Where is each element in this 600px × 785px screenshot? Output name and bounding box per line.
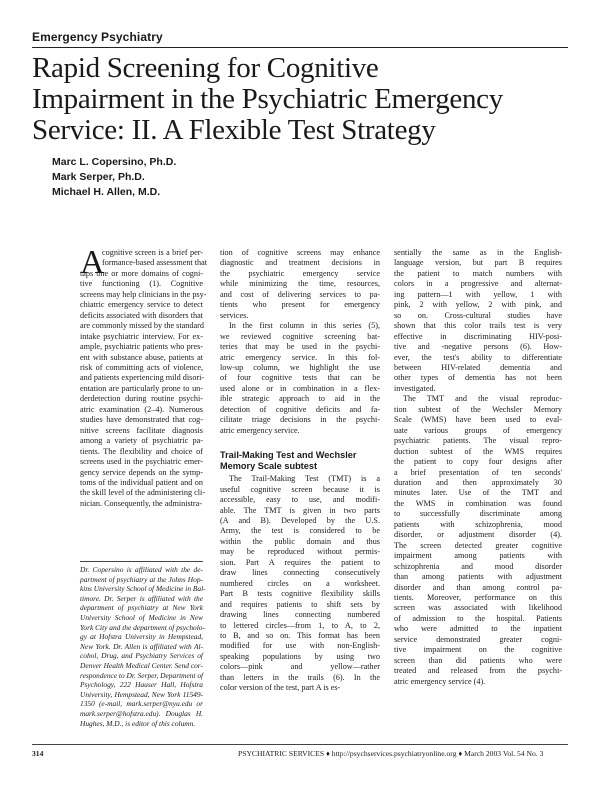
text-line: teries that may be used in the psychi- xyxy=(220,342,380,352)
column-1-body xyxy=(80,244,208,509)
text-line: among a variety of psychiatric pa- xyxy=(80,436,203,446)
text-line: risk of committing acts of violence, xyxy=(80,362,203,372)
text-line: ample, psychiatric patients who pres- xyxy=(80,342,203,352)
paragraph xyxy=(220,321,380,436)
text-line: cohol, Drug, and Psychiatry Services of xyxy=(80,651,203,661)
text-line: department of psychiatry at New York xyxy=(80,603,203,613)
text-line: ent with substance abuse, patients at xyxy=(80,352,203,362)
text-line: partment of psychiatry at the Johns Hop- xyxy=(80,574,203,584)
text-line: tive impairment on the cognitive xyxy=(394,645,562,655)
text-line: tients who present for emergency xyxy=(220,300,380,310)
text-line: within the public domain and thus xyxy=(220,536,380,546)
text-line: between HIV-related dementia and xyxy=(394,362,562,372)
column-3-body xyxy=(394,248,562,687)
text-line: duction subtest of the WMS requires xyxy=(394,446,562,456)
text-line: studies have demonstrated that cog- xyxy=(80,415,203,425)
text-line: we reviewed cognitive screening bat- xyxy=(220,331,380,341)
text-line: useful cognitive screen because it is xyxy=(220,484,380,494)
text-line: the psychiatric emergency service xyxy=(220,268,380,278)
text-line: service demonstrated greater cogni- xyxy=(394,634,562,644)
text-line: Part B tests cognitive flexibility skills xyxy=(220,589,380,599)
header-rule xyxy=(32,47,568,48)
text-line: respondence to Dr. Serper, Department of xyxy=(80,670,204,680)
subsection-heading xyxy=(220,450,380,472)
text-line: other types of dementia has not been xyxy=(394,373,562,383)
author-name: Michael H. Allen, M.D. xyxy=(52,186,161,198)
text-line: a brief presentation of ten seconds' xyxy=(394,467,562,477)
text-line: investigated. xyxy=(394,383,436,393)
text-line: atric emergency service (4). xyxy=(394,676,486,686)
text-line: gency service depends on the symp- xyxy=(80,467,203,477)
text-line: atric examination (2–4). Numerous xyxy=(80,404,203,414)
text-line: the patient to match numbers with xyxy=(394,268,562,278)
text-line: Scale (WMS) have been used to eval- xyxy=(394,415,562,425)
text-line: ing pattern—1 with yellow, 1 with xyxy=(394,289,562,299)
text-line: ever, the test's ability to differentiate xyxy=(394,352,562,362)
drop-cap: A xyxy=(80,244,105,281)
text-line: to lettered circles—from 1, to A, to 2, xyxy=(220,620,380,630)
text-line: University, Hempstead, New York 11549- xyxy=(80,689,203,699)
text-line: minutes later. Use of the TMT and xyxy=(394,488,562,498)
text-line: detection of cognitive deficits and fa- xyxy=(220,404,380,414)
text-line: tients. Moreover, performance on this xyxy=(394,592,562,602)
text-line: language version, but part B requires xyxy=(394,258,562,268)
journal-citation: PSYCHIATRIC SERVICES ♦ http://psychservices.psychiatryonline.org ♦ March 2003 Vol. 54 No. 3 xyxy=(238,749,544,758)
page-footer xyxy=(32,749,568,759)
text-line: services. xyxy=(220,310,249,320)
title-line: Rapid Screening for Cognitive xyxy=(32,52,379,84)
text-line: the patient to copy four designs after xyxy=(394,457,562,467)
text-line: patients with schizophrenia, mood xyxy=(394,519,562,529)
text-line: sion. Part A requires the patient to xyxy=(220,557,380,567)
text-line: cognitive screen is a brief per- xyxy=(102,248,203,257)
text-line: the skill level of the administering cli- xyxy=(80,488,206,498)
text-line: nician. Consequently, the administra- xyxy=(80,498,203,508)
text-line: screen was associated with likelihood xyxy=(394,603,562,613)
text-line: tients. The flexibility and choice of xyxy=(80,446,203,456)
text-line: Psychology, 222 Hauser Hall, Hofstra xyxy=(80,680,203,690)
text-line: and patients experiencing mild disori- xyxy=(80,373,205,383)
text-line: sentially the same as in the English- xyxy=(394,248,562,257)
text-line: tive functioning (1). Cognitive xyxy=(80,279,203,289)
text-line: uate various groups of emergency xyxy=(394,425,562,435)
paragraph xyxy=(220,474,380,694)
text-line: deficits associated with disorders that xyxy=(80,310,203,320)
text-line: formance-based assessment that xyxy=(102,258,208,268)
text-line: able. The TMT is given in two parts xyxy=(220,505,380,515)
text-line: toms of the individual patient and on xyxy=(80,477,203,487)
text-line: cilitate triage decisions in the psychi- xyxy=(220,415,380,425)
text-line: screen than did patients who were xyxy=(394,655,562,665)
text-line: 1350 (e-mail, mark.serper@nyu.edu or xyxy=(80,699,203,709)
text-line: used alone or in combination in a flex- xyxy=(220,383,380,393)
author-affiliation-footnote xyxy=(80,565,206,728)
text-line: tion subtest of the Wechsler Memory xyxy=(394,404,562,414)
text-line: In the first column in this series (5), xyxy=(229,321,380,331)
title-line: Impairment in the Psychiatric Emergency xyxy=(32,83,503,115)
author-name: Mark Serper, Ph.D. xyxy=(52,171,145,183)
text-line: New York. Dr. Allen is affiliated with Al- xyxy=(80,641,203,651)
footer-rule xyxy=(32,744,568,745)
text-line: colors in a progressive and alternat- xyxy=(394,279,562,289)
text-line: impairment among patients with xyxy=(394,551,562,561)
title-line: Service: II. A Flexible Test Strategy xyxy=(32,114,436,146)
article-title xyxy=(32,53,572,146)
text-line: than letters in the trails (6). In the xyxy=(220,672,380,682)
text-line: who were admitted to the inpatient xyxy=(394,624,562,634)
text-line: are commonly missed by the standard xyxy=(80,321,204,331)
text-line: effective in discriminating HIV-posi- xyxy=(394,331,562,341)
text-line: drawing lines connecting numbered xyxy=(220,610,380,620)
text-line: atric emergency service. In this fol- xyxy=(220,352,380,362)
text-line: Memory Scale subtest xyxy=(220,461,318,472)
text-line: derdetection during routine psychi- xyxy=(80,394,203,404)
text-line: disorder, or adjustment disorder (4). xyxy=(394,530,562,540)
text-line: the WMS in combination was found xyxy=(394,498,562,508)
text-line: The Trail-Making Test (TMT) is a xyxy=(229,474,380,484)
text-line: (A and B). Developed by the U.S. xyxy=(220,515,380,525)
text-line: to B, and so on. This format has been xyxy=(220,630,380,640)
text-line: tive and -negative persons (6). How- xyxy=(394,342,562,352)
paragraph xyxy=(220,248,380,321)
text-line: and requires patients to shift sets by xyxy=(220,599,380,609)
text-line: nitive screens facilitate diagnosis xyxy=(80,425,203,435)
text-line: of admission to the hospital. Patients xyxy=(394,613,562,623)
text-line: tion of cognitive screens may enhance xyxy=(220,248,380,257)
text-line: speaking populations by using two xyxy=(220,651,380,661)
text-line: Dr. Copersino is affiliated with the de- xyxy=(80,565,203,574)
text-line: Hughes, M.D., is editor of this column. xyxy=(80,718,196,728)
text-line: York City and the department of psycholo- xyxy=(80,622,205,632)
text-line: and cost of delivering services to pa- xyxy=(220,289,380,299)
text-line: treated and released from the psychi- xyxy=(394,666,562,676)
text-line: chiatric emergency service to detect xyxy=(80,300,203,310)
page-number: 314 xyxy=(32,749,44,758)
text-line: low-up column, we highlight the use xyxy=(220,362,380,372)
text-line: diagnostic and treatment decisions in xyxy=(220,258,380,268)
text-line: The screen detected greater cognitive xyxy=(394,540,562,550)
footnote-rule xyxy=(80,561,203,562)
text-line: Trail-Making Test and Wechsler xyxy=(220,450,357,461)
text-line: shown that this color trails test is very xyxy=(394,321,562,331)
text-line: color version of the test, part A is es- xyxy=(220,683,341,693)
text-line: may be reproduced without permis- xyxy=(220,547,380,557)
text-line: draw lines connecting consecutively xyxy=(220,568,380,578)
text-line: disorder and than among control pa- xyxy=(394,582,562,592)
text-line: taps one or more domains of cogni- xyxy=(80,268,203,278)
text-line: screens used in the psychiatric emer- xyxy=(80,457,203,467)
text-line: timore. Dr. Serper is affiliated with the xyxy=(80,593,203,603)
text-line: Army, the test is considered to be xyxy=(220,526,380,536)
author-list xyxy=(52,155,176,200)
text-line: modified for use with non-English- xyxy=(220,641,380,651)
text-line: mark.serper@hofstra.edu). Douglas H. xyxy=(80,708,203,718)
text-line: Denver Health Medical Center. Send cor- xyxy=(80,660,203,670)
text-line: pink, 2 with yellow, 2 with pink, and xyxy=(394,300,562,310)
section-label: Emergency Psychiatry xyxy=(32,30,163,44)
text-line: duration and then approximately 30 xyxy=(394,477,562,487)
text-line: atric emergency service. xyxy=(220,425,300,435)
text-line: ible strategic approach to aid in the xyxy=(220,394,380,404)
text-line: to successfully discriminate among xyxy=(394,509,562,519)
text-line: accessible, easy to use, and modifi- xyxy=(220,495,380,505)
text-line: kins University School of Medicine in Bal- xyxy=(80,584,206,594)
text-line: intake psychiatric interview. For ex- xyxy=(80,331,203,341)
column-2-body xyxy=(220,248,380,694)
text-line: entation are particularly prone to un- xyxy=(80,383,203,393)
author-name: Marc L. Copersino, Ph.D. xyxy=(52,156,177,168)
text-line: of four cognitive tests that can be xyxy=(220,373,380,383)
text-line: University School of Medicine in New xyxy=(80,612,203,622)
text-line: than among patients with adjustment xyxy=(394,572,562,582)
text-line: screens may help clinicians in the psy- xyxy=(80,289,207,299)
text-line: numbered circles on a worksheet. xyxy=(220,578,380,588)
text-line: psychiatric patients. The visual repro- xyxy=(394,436,562,446)
text-line: colors—pink and yellow—rather xyxy=(220,662,380,672)
text-line: The TMT and the visual reproduc- xyxy=(403,394,562,404)
text-line: gy at Hofstra University in Hempstead, xyxy=(80,632,203,642)
text-line: so on. Cross-cultural studies have xyxy=(394,310,562,320)
text-line: schizophrenia and mood disorder xyxy=(394,561,562,571)
paragraph xyxy=(394,248,562,394)
paragraph xyxy=(394,394,562,687)
text-line: while minimizing the time, resources, xyxy=(220,279,380,289)
